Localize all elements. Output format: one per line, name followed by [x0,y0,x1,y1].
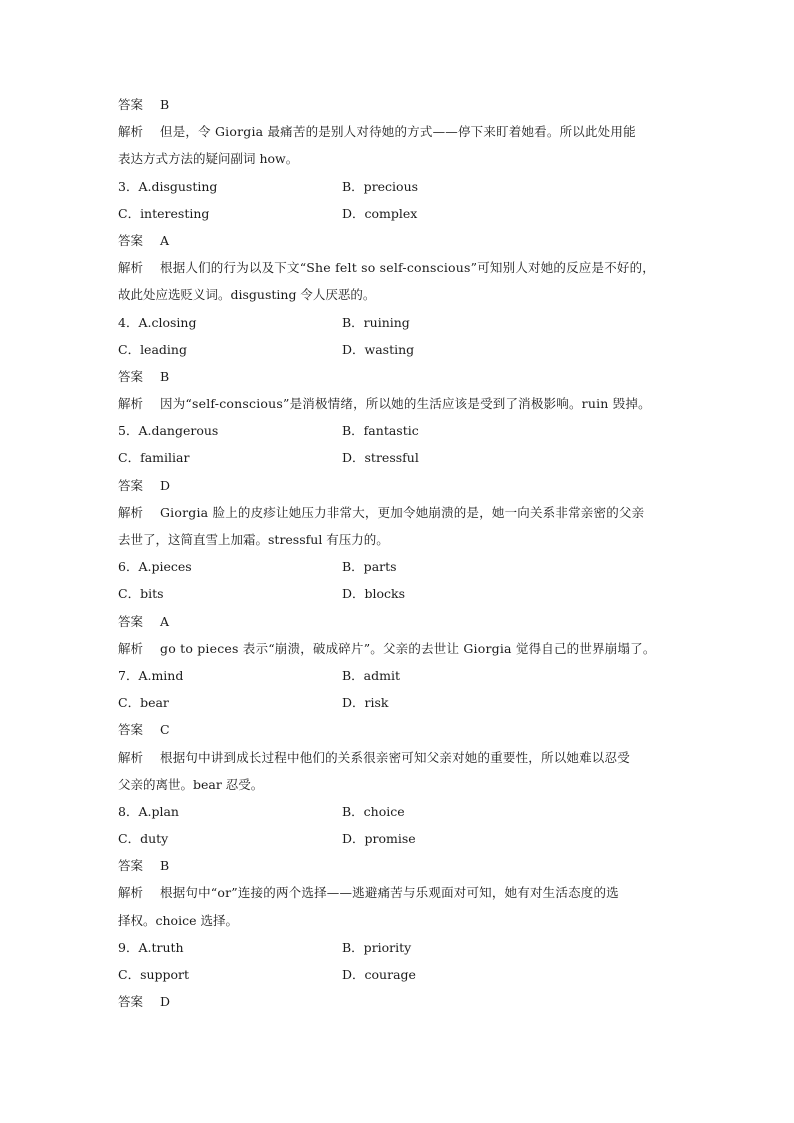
analysis-line-cont [118,281,683,308]
option-a: 8．A.plan [118,803,179,819]
answer-label: 答案 [118,858,144,874]
analysis-line [118,635,683,662]
option-b: B．parts [342,559,397,575]
option-c: C．support [118,967,190,982]
analysis-label: 解析 [118,396,144,412]
analysis-text: 根据句中讲到成长过程中他们的关系很亲密可知父亲对她的重要性，所以她难以忍受 [160,749,630,765]
analysis-label: 解析 [118,260,144,276]
option-a: 4．A.closing [118,314,197,330]
option-b: B．admit [342,667,401,683]
analysis-text: 根据句中“or”连接的两个选择——逃避痛苦与乐观面对可知，她有对生活态度的选 [160,885,619,901]
option-d: D．blocks [342,586,406,602]
answer-value: D [160,994,171,1010]
answer-label: 答案 [118,722,144,738]
answer-line [118,716,683,743]
answer-value: C [160,722,170,738]
answer-value: D [160,477,171,493]
answer-label: 答案 [118,994,144,1010]
option-c: C．familiar [118,450,190,466]
analysis-text: 但是，令 Giorgia 最痛苦的是别人对待她的方式——停下来盯着她看。所以此处用能 [160,124,636,140]
option-row [118,200,683,227]
option-row [118,417,683,444]
analysis-label: 解析 [118,749,144,765]
analysis-label: 解析 [118,124,144,140]
option-row [118,689,683,716]
option-row [118,173,683,200]
analysis-text: 因为“self-conscious”是消极情绪，所以她的生活应该是受到了消极影响。ruin 毁掉。 [160,396,651,412]
option-a: 3．A.disgusting [118,178,218,194]
analysis-line [118,390,683,417]
analysis-line-cont [118,145,683,172]
option-b: B．priority [342,939,412,955]
option-row [118,580,683,607]
analysis-line [118,879,683,906]
analysis-line-cont [118,907,683,934]
option-row [118,961,683,988]
analysis-text: 去世了，这简直雪上加霜。stressful 有压力的。 [118,532,389,547]
analysis-text: 择权。choice 选择。 [118,912,238,928]
analysis-label: 解析 [118,504,144,520]
analysis-line [118,254,683,281]
analysis-text: go to pieces 表示“崩溃，破成碎片”。父亲的去世让 Giorgia 觉得自己的世界崩塌了。 [160,640,656,656]
analysis-line [118,118,683,145]
option-row [118,553,683,580]
document-page [118,91,683,1015]
option-c: C．duty [118,831,169,847]
answer-label: 答案 [118,613,144,629]
answer-value: B [160,368,170,384]
analysis-line-cont [118,771,683,798]
option-row [118,934,683,961]
option-d: D．risk [342,695,389,711]
option-b: B．choice [342,803,405,819]
option-row [118,825,683,852]
answer-value: B [160,97,170,112]
answer-label: 答案 [118,97,144,112]
analysis-text: Giorgia 脸上的皮疹让她压力非常大，更加令她崩溃的是，她一向关系非常亲密的父亲 [160,504,645,520]
option-a: 7．A.mind [118,667,184,683]
analysis-label: 解析 [118,640,144,656]
answer-line [118,852,683,879]
option-row [118,336,683,363]
answer-line [118,363,683,390]
option-a: 6．A.pieces [118,559,192,575]
answer-label: 答案 [118,232,144,248]
option-d: D．complex [342,205,418,221]
answer-line [118,608,683,635]
option-row [118,662,683,689]
answer-value: B [160,858,170,874]
option-c: C．interesting [118,205,210,221]
option-c: C．leading [118,341,187,357]
option-c: C．bits [118,586,164,602]
option-b: B．fantastic [342,423,419,439]
analysis-line [118,499,683,526]
answer-line [118,988,683,1015]
analysis-text: 表达方式方法的疑问副词 how。 [118,151,299,167]
option-a: 5．A.dangerous [118,423,219,439]
option-row [118,444,683,471]
analysis-label: 解析 [118,885,144,901]
option-row [118,798,683,825]
option-row [118,309,683,336]
analysis-line [118,744,683,771]
option-d: D．stressful [342,450,419,466]
option-d: D．courage [342,967,416,982]
analysis-text: 父亲的离世。bear 忍受。 [118,776,264,792]
option-d: D．promise [342,831,416,847]
analysis-text: 故此处应选贬义词。disgusting 令人厌恶的。 [118,287,376,303]
option-b: B．precious [342,178,419,194]
answer-line [118,472,683,499]
option-d: D．wasting [342,341,415,357]
answer-label: 答案 [118,477,144,493]
analysis-text: 根据人们的行为以及下文“She felt so self-conscious”可知别人对她的反应是不好的， [160,260,655,276]
answer-value: A [160,232,170,248]
analysis-line-cont [118,526,683,553]
option-c: C．bear [118,695,169,711]
answer-line [118,91,683,118]
answer-value: A [160,613,170,629]
option-a: 9．A.truth [118,939,184,955]
option-b: B．ruining [342,314,410,330]
answer-line [118,227,683,254]
answer-label: 答案 [118,368,144,384]
